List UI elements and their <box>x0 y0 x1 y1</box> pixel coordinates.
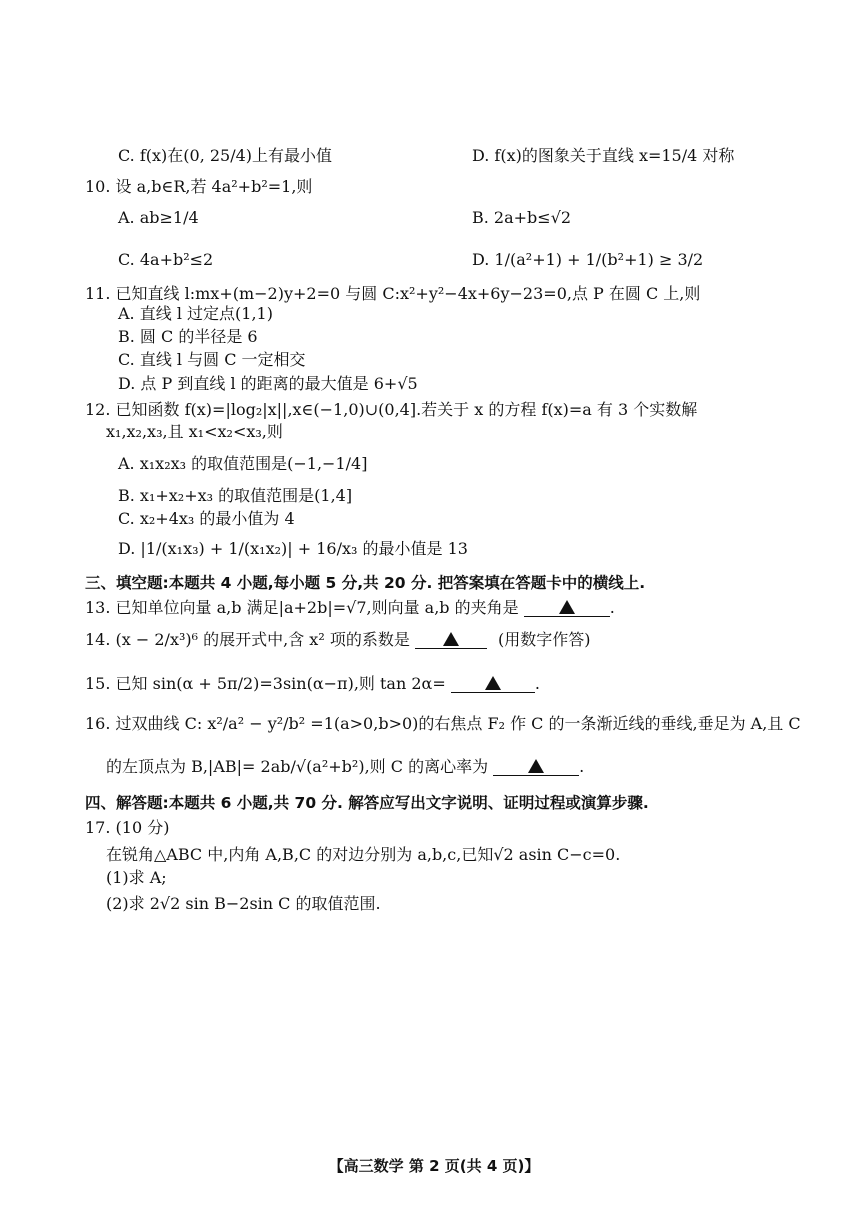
q15-text: 15. 已知 sin(α + 5π/2)=3sin(α−π),则 tan 2α= <box>85 674 446 693</box>
q11-stem: 11. 已知直线 l:mx+(m−2)y+2=0 与圆 C:x²+y²−4x+6y−23=0,点 P 在圆 C 上,则 <box>85 284 701 303</box>
q14-text: 14. (x − 2/x³)⁶ 的展开式中,含 x² 项的系数是 <box>85 630 410 649</box>
page-footer: 【高三数学 第 2 页(共 4 页)】 <box>328 1157 540 1175</box>
q12-stem: 12. 已知函数 f(x)=|log₂|x||,x∈(−1,0)∪(0,4].若关于 x 的方程 f(x)=a 有 3 个实数解 <box>85 400 698 419</box>
q9-option-d: D. f(x)的图象关于直线 x=15/4 对称 <box>472 146 735 165</box>
q9-option-c: C. f(x)在(0, 25/4)上有最小值 <box>118 146 333 165</box>
q16-text: 的左顶点为 B,|AB|= 2ab/√(a²+b²),则 C 的离心率为 <box>106 757 489 776</box>
q15-answer-blank <box>451 674 535 693</box>
q12-option-a: A. x₁x₂x₃ 的取值范围是(−1,−1/4] <box>118 454 368 473</box>
section-fill-in-header: 三、填空题:本题共 4 小题,每小题 5 分,共 20 分. 把答案填在答题卡中的横线上. <box>85 574 646 592</box>
q12-option-c: C. x₂+4x₃ 的最小值为 4 <box>118 509 295 528</box>
q16-line1: 16. 过双曲线 C: x²/a² − y²/b² =1(a>0,b>0)的右焦点 F₂ 作 C 的一条渐近线的垂线,垂足为 A,且 C <box>85 714 801 733</box>
q12-option-b: B. x₁+x₂+x₃ 的取值范围是(1,4] <box>118 486 353 505</box>
triangle-icon <box>559 600 575 614</box>
triangle-icon <box>528 759 544 773</box>
triangle-icon <box>443 632 459 646</box>
q17-part1: (1)求 A; <box>106 868 167 887</box>
q11-option-a: A. 直线 l 过定点(1,1) <box>118 304 273 323</box>
q17-part2: (2)求 2√2 sin B−2sin C 的取值范围. <box>106 894 381 913</box>
q14-answer-blank <box>415 630 487 649</box>
q12-stem-cont: x₁,x₂,x₃,且 x₁<x₂<x₃,则 <box>106 422 283 441</box>
section-solution-header: 四、解答题:本题共 6 小题,共 70 分. 解答应写出文字说明、证明过程或演算步骤. <box>85 794 649 812</box>
q11-option-c: C. 直线 l 与圆 C 一定相交 <box>118 350 306 369</box>
q13-text: 13. 已知单位向量 a,b 满足|a+2b|=√7,则向量 a,b 的夹角是 <box>85 598 519 617</box>
q10-option-b: B. 2a+b≤√2 <box>472 208 572 227</box>
triangle-icon <box>485 676 501 690</box>
q17-stem: 17. (10 分) <box>85 818 170 837</box>
q11-option-d: D. 点 P 到直线 l 的距离的最大值是 6+√5 <box>118 374 418 393</box>
q14-note: (用数字作答) <box>498 630 591 649</box>
q15: 15. 已知 sin(α + 5π/2)=3sin(α−π),则 tan 2α= . <box>85 674 540 693</box>
q10-option-a: A. ab≥1/4 <box>118 208 199 227</box>
q14 <box>85 630 591 650</box>
q16-line2: 的左顶点为 B,|AB|= 2ab/√(a²+b²),则 C 的离心率为 . <box>106 757 585 776</box>
q11-option-b: B. 圆 C 的半径是 6 <box>118 327 258 346</box>
q17-body: 在锐角△ABC 中,内角 A,B,C 的对边分别为 a,b,c,已知√2 asin C−c=0. <box>106 845 621 864</box>
q10-option-d: D. 1/(a²+1) + 1/(b²+1) ≥ 3/2 <box>472 250 704 269</box>
q12-option-d: D. |1/(x₁x₃) + 1/(x₁x₂)| + 16/x₃ 的最小值是 13 <box>118 539 468 558</box>
q10-stem: 10. 设 a,b∈R,若 4a²+b²=1,则 <box>85 177 313 196</box>
q10-option-c: C. 4a+b²≤2 <box>118 250 214 269</box>
q13: 13. 已知单位向量 a,b 满足|a+2b|=√7,则向量 a,b 的夹角是 . <box>85 598 615 617</box>
q13-answer-blank <box>524 598 610 617</box>
q16-answer-blank <box>493 757 579 776</box>
